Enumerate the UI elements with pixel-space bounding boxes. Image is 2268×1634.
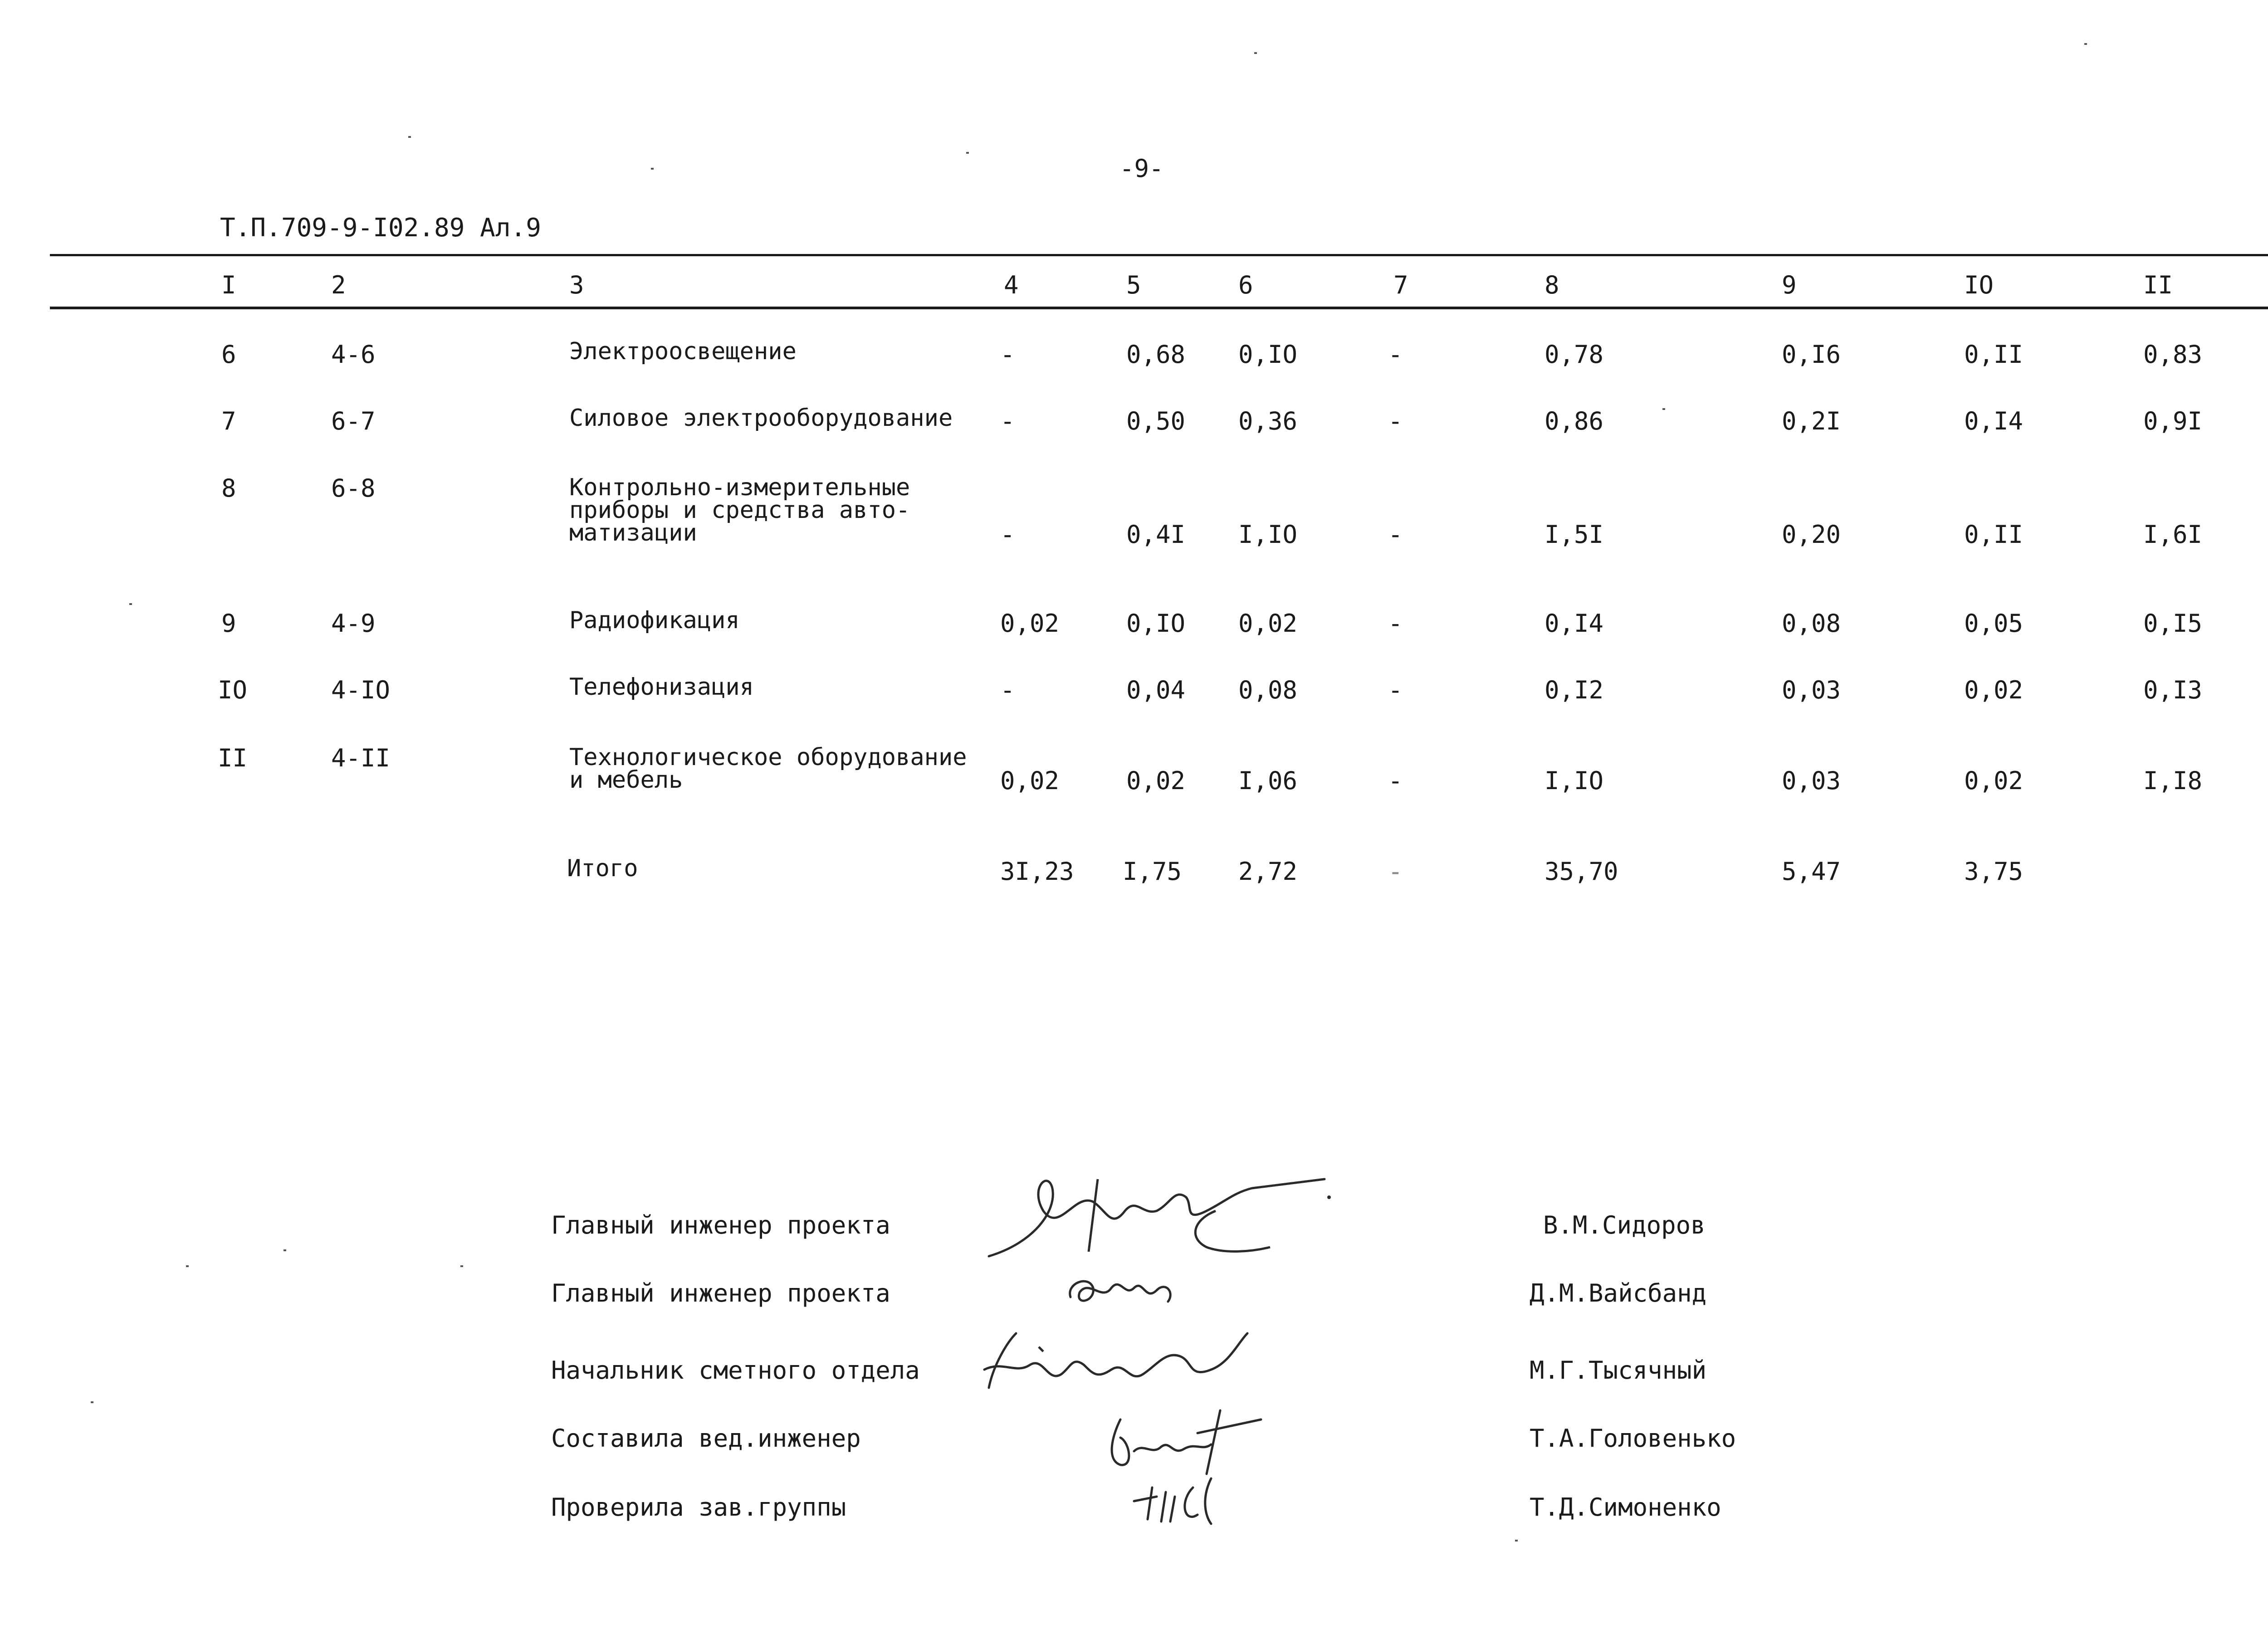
cell-col9: 0,20: [1782, 520, 1841, 549]
table-header-rule: [50, 307, 2268, 309]
signatory-title: Проверила зав.группы: [551, 1493, 846, 1522]
scan-speck: [2084, 43, 2087, 45]
total-col4: 3I,23: [1000, 857, 1074, 886]
cell-col8: I,IO: [1545, 766, 1604, 795]
row-code: 6-7: [331, 407, 376, 435]
cell-col8: 0,I2: [1545, 676, 1604, 704]
scan-speck: [408, 136, 411, 138]
cell-col11: 0,9I: [2143, 407, 2203, 435]
cell-col4: -: [1000, 676, 1015, 704]
signatory-name: В.М.Сидоров: [1543, 1211, 1706, 1239]
row-code: 4-9: [331, 609, 376, 638]
cell-col8: 0,78: [1545, 340, 1604, 369]
scan-speck: [1254, 52, 1257, 54]
cell-col6: 0,36: [1238, 407, 1298, 435]
scan-speck: [1662, 408, 1665, 410]
row-number: 7: [221, 407, 236, 435]
cell-col8: I,5I: [1545, 520, 1604, 549]
scan-speck: [460, 1265, 463, 1267]
column-header-11: II: [2143, 271, 2173, 299]
column-header-5: 5: [1126, 271, 1141, 299]
signatory-title: Главный инженер проекта: [551, 1211, 890, 1239]
table-top-rule: [50, 254, 2268, 256]
cell-col11: 0,83: [2143, 340, 2203, 369]
scan-speck: [651, 168, 654, 170]
scan-speck: [966, 152, 969, 154]
total-col7: -: [1388, 857, 1403, 886]
row-code: 4-IO: [331, 676, 391, 704]
cell-col10: 0,I4: [1964, 407, 2024, 435]
signatory-title: Начальник сметного отдела: [551, 1356, 920, 1385]
cell-col4: -: [1000, 520, 1015, 549]
row-name: Контрольно-измерительные приборы и средства авто- матизации: [569, 474, 910, 546]
cell-col9: 0,03: [1782, 676, 1841, 704]
cell-col10: 0,02: [1964, 766, 2024, 795]
cell-col9: 0,03: [1782, 766, 1841, 795]
document-code: Т.П.709-9-I02.89 Ал.9: [220, 213, 542, 243]
cell-col11: I,6I: [2143, 520, 2203, 549]
cell-col5: 0,50: [1126, 407, 1186, 435]
column-header-9: 9: [1782, 271, 1797, 299]
cell-col7: -: [1388, 407, 1403, 435]
cell-col11: 0,I3: [2143, 676, 2203, 704]
scan-speck: [129, 603, 132, 605]
signatory-name: Д.М.Вайсбанд: [1530, 1279, 1707, 1307]
column-header-1: I: [221, 271, 236, 299]
column-header-2: 2: [331, 271, 346, 299]
signature-scribble: [1093, 1401, 1275, 1478]
column-header-6: 6: [1238, 271, 1253, 299]
cell-col7: -: [1388, 340, 1403, 369]
cell-col7: -: [1388, 609, 1403, 638]
row-code: 6-8: [331, 474, 376, 502]
cell-col9: 0,2I: [1782, 407, 1841, 435]
cell-col4: -: [1000, 407, 1015, 435]
row-code: 4-II: [331, 744, 391, 772]
total-col8: 35,70: [1545, 857, 1618, 886]
signatory-name: М.Г.Тысячный: [1530, 1356, 1707, 1385]
cell-col10: 0,II: [1964, 520, 2024, 549]
signature-scribble: [1125, 1469, 1234, 1528]
scan-speck: [284, 1249, 286, 1251]
row-number: 9: [221, 609, 236, 638]
signatory-title: Составила вед.инженер: [551, 1424, 861, 1453]
cell-col6: 0,08: [1238, 676, 1298, 704]
cell-col5: 0,IO: [1126, 609, 1186, 638]
row-name: Телефонизация: [569, 673, 754, 701]
cell-col10: 0,05: [1964, 609, 2024, 638]
cell-col6: I,IO: [1238, 520, 1298, 549]
cell-col11: I,I8: [2143, 766, 2203, 795]
cell-col5: 0,4I: [1126, 520, 1186, 549]
signatory-title: Главный инженер проекта: [551, 1279, 890, 1307]
row-code: 4-6: [331, 340, 376, 369]
total-label: Итого: [567, 855, 638, 882]
signature-scribble: [975, 1324, 1256, 1401]
cell-col10: 0,II: [1964, 340, 2024, 369]
cell-col8: 0,I4: [1545, 609, 1604, 638]
cell-col8: 0,86: [1545, 407, 1604, 435]
scan-speck: [186, 1265, 189, 1267]
row-name: Электроосвещение: [569, 338, 797, 365]
cell-col5: 0,04: [1126, 676, 1186, 704]
signatory-name: Т.А.Головенько: [1530, 1424, 1736, 1453]
scan-speck: [1515, 1540, 1518, 1541]
scan-speck: [91, 1401, 93, 1403]
cell-col5: 0,68: [1126, 340, 1186, 369]
cell-col6: 0,IO: [1238, 340, 1298, 369]
signatory-name: Т.Д.Симоненко: [1530, 1493, 1721, 1522]
row-name: Силовое электрооборудование: [569, 405, 953, 432]
cell-col4: 0,02: [1000, 766, 1060, 795]
page-number: -9-: [1119, 154, 1164, 183]
total-col5: I,75: [1123, 857, 1182, 886]
cell-col9: 0,08: [1782, 609, 1841, 638]
signature-scribble: [980, 1161, 1343, 1270]
cell-col5: 0,02: [1126, 766, 1186, 795]
row-name: Технологическое оборудование и мебель: [569, 744, 967, 794]
row-number: 8: [221, 474, 236, 502]
cell-col7: -: [1388, 766, 1403, 795]
cell-col6: 0,02: [1238, 609, 1298, 638]
cell-col9: 0,I6: [1782, 340, 1841, 369]
cell-col6: I,06: [1238, 766, 1298, 795]
row-number: 6: [221, 340, 236, 369]
cell-col7: -: [1388, 520, 1403, 549]
column-header-7: 7: [1393, 271, 1408, 299]
cell-col10: 0,02: [1964, 676, 2024, 704]
signature-scribble: [1061, 1265, 1188, 1315]
total-col10: 3,75: [1964, 857, 2024, 886]
column-header-3: 3: [569, 271, 584, 299]
column-header-8: 8: [1545, 271, 1559, 299]
row-number: IO: [218, 676, 248, 704]
cell-col7: -: [1388, 676, 1403, 704]
column-header-10: IO: [1964, 271, 1994, 299]
total-col6: 2,72: [1238, 857, 1298, 886]
cell-col4: -: [1000, 340, 1015, 369]
cell-col4: 0,02: [1000, 609, 1060, 638]
row-name: Радиофикация: [569, 607, 740, 634]
total-col9: 5,47: [1782, 857, 1841, 886]
column-header-4: 4: [1004, 271, 1019, 299]
cell-col11: 0,I5: [2143, 609, 2203, 638]
row-number: II: [218, 744, 248, 772]
